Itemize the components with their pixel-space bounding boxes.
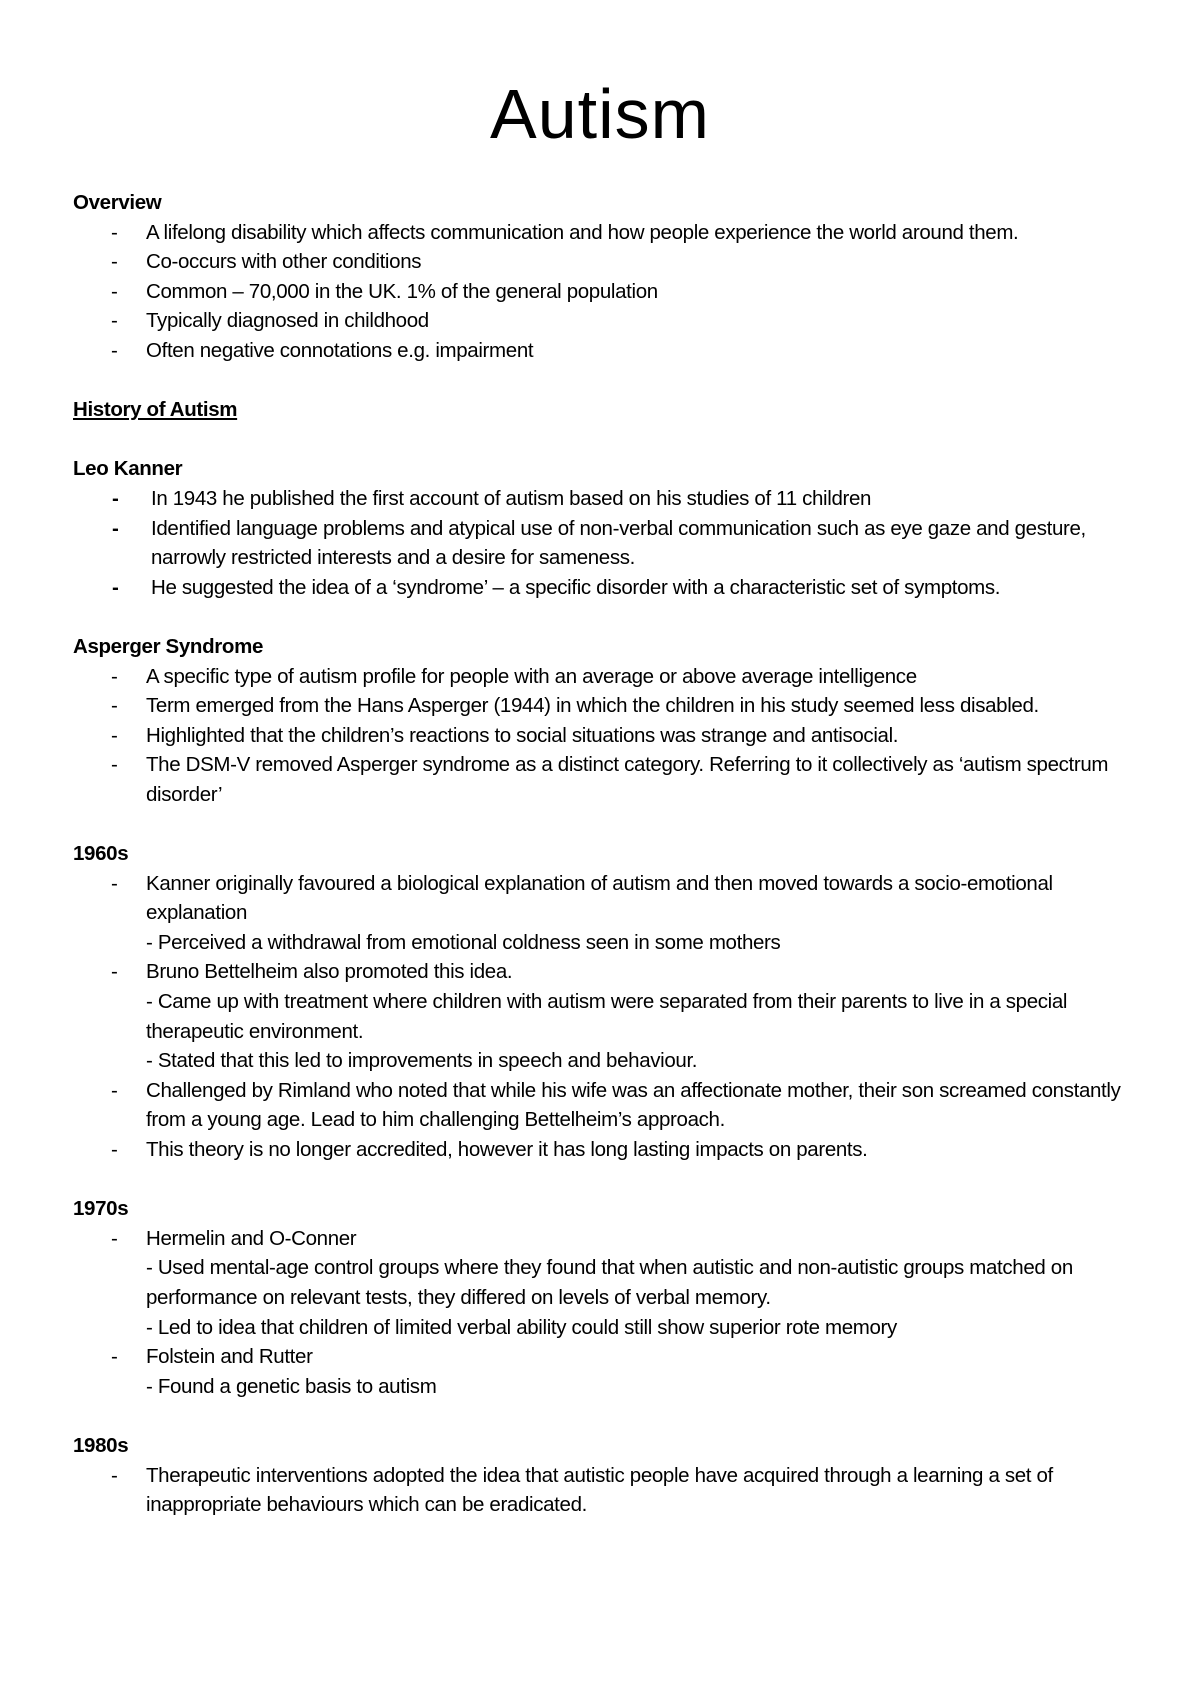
sub-point: - Stated that this led to improvements in speech and behaviour. — [146, 1049, 698, 1073]
spacer — [73, 366, 1133, 396]
history-heading: History of Autism — [73, 398, 238, 422]
asperger-list — [73, 662, 1133, 810]
overview-list — [73, 218, 1133, 366]
list-item: - Therapeutic interventions adopted the idea that autistic people have acquired through a learning a set of inappropriate behaviours which can be eradicated. — [73, 1461, 1133, 1520]
s1960-list — [73, 869, 1133, 1165]
sub-point: - Perceived a withdrawal from emotional coldness seen in some mothers — [146, 930, 781, 954]
list-item: - He suggested the idea of a ‘syndrome’ – a specific disorder with a characteristic set of symptoms. — [73, 573, 1133, 603]
list-item: - The DSM-V removed Asperger syndrome as a distinct category. Referring to it collectively as ‘autism spectrum disorder’ — [73, 750, 1133, 809]
s1970-heading: 1970s — [73, 1197, 129, 1221]
list-item: - Challenged by Rimland who noted that while his wife was an affectionate mother, their son screamed constantly from a young age. Lead to him challenging Bettelheim’s approach. — [73, 1076, 1133, 1135]
list-item: - A specific type of autism profile for people with an average or above average intelligence — [73, 662, 1133, 692]
s1980-list — [73, 1461, 1133, 1520]
asperger-heading: Asperger Syndrome — [73, 634, 264, 658]
s1960-heading: 1960s — [73, 842, 129, 866]
overview-heading: Overview — [73, 191, 162, 214]
list-item: - Identified language problems and atypical use of non-verbal communication such as eye gaze and gesture, narrowly restricted interests and a desire for sameness. — [73, 514, 1133, 573]
sub-point: - Came up with treatment where children with autism were separated from their parents to live in a special therapeutic environment. — [146, 990, 1068, 1043]
leo-kanner-heading: Leo Kanner — [73, 457, 183, 481]
sub-point: - Used mental-age control groups where they found that when autistic and non-autistic groups matched on performance on relevant tests, they differed on levels of verbal memory. — [146, 1256, 1073, 1309]
spacer — [73, 809, 1133, 839]
list-item — [73, 1224, 1133, 1342]
document-body — [73, 188, 1133, 1520]
sub-point: - Led to idea that children of limited verbal ability could still show superior rote memory — [146, 1315, 897, 1339]
list-item-text: Bruno Bettelheim also promoted this idea. — [146, 960, 513, 984]
list-item-text: Kanner originally favoured a biological explanation of autism and then moved towards a socio-emotional explanation — [146, 871, 1053, 925]
list-item: - Term emerged from the Hans Asperger (1944) in which the children in his study seemed less disabled. — [73, 691, 1133, 721]
list-item: - Co-occurs with other conditions — [73, 247, 1133, 277]
list-item: - Highlighted that the children’s reactions to social situations was strange and antisocial. — [73, 721, 1133, 751]
list-item: - Typically diagnosed in childhood — [73, 306, 1133, 336]
leo-kanner-list — [73, 484, 1133, 602]
s1980-heading: 1980s — [73, 1433, 129, 1457]
list-item: - This theory is no longer accredited, however it has long lasting impacts on parents. — [73, 1135, 1133, 1165]
list-item — [73, 869, 1133, 958]
spacer — [73, 1401, 1133, 1431]
sub-point: - Found a genetic basis to autism — [146, 1374, 437, 1398]
list-item: - A lifelong disability which affects communication and how people experience the world around them. — [73, 218, 1133, 248]
list-item-text: Hermelin and O-Conner — [146, 1226, 357, 1250]
s1970-list — [73, 1224, 1133, 1402]
spacer — [73, 1165, 1133, 1195]
list-item — [73, 1342, 1133, 1401]
spacer — [73, 602, 1133, 632]
spacer — [73, 425, 1133, 455]
list-item: - In 1943 he published the first account of autism based on his studies of 11 children — [73, 484, 1133, 514]
list-item — [73, 957, 1133, 1075]
list-item: - Often negative connotations e.g. impairment — [73, 336, 1133, 366]
list-item: - Common – 70,000 in the UK. 1% of the general population — [73, 277, 1133, 307]
page-title: Autism — [490, 75, 710, 153]
list-item-text: Folstein and Rutter — [146, 1345, 313, 1369]
